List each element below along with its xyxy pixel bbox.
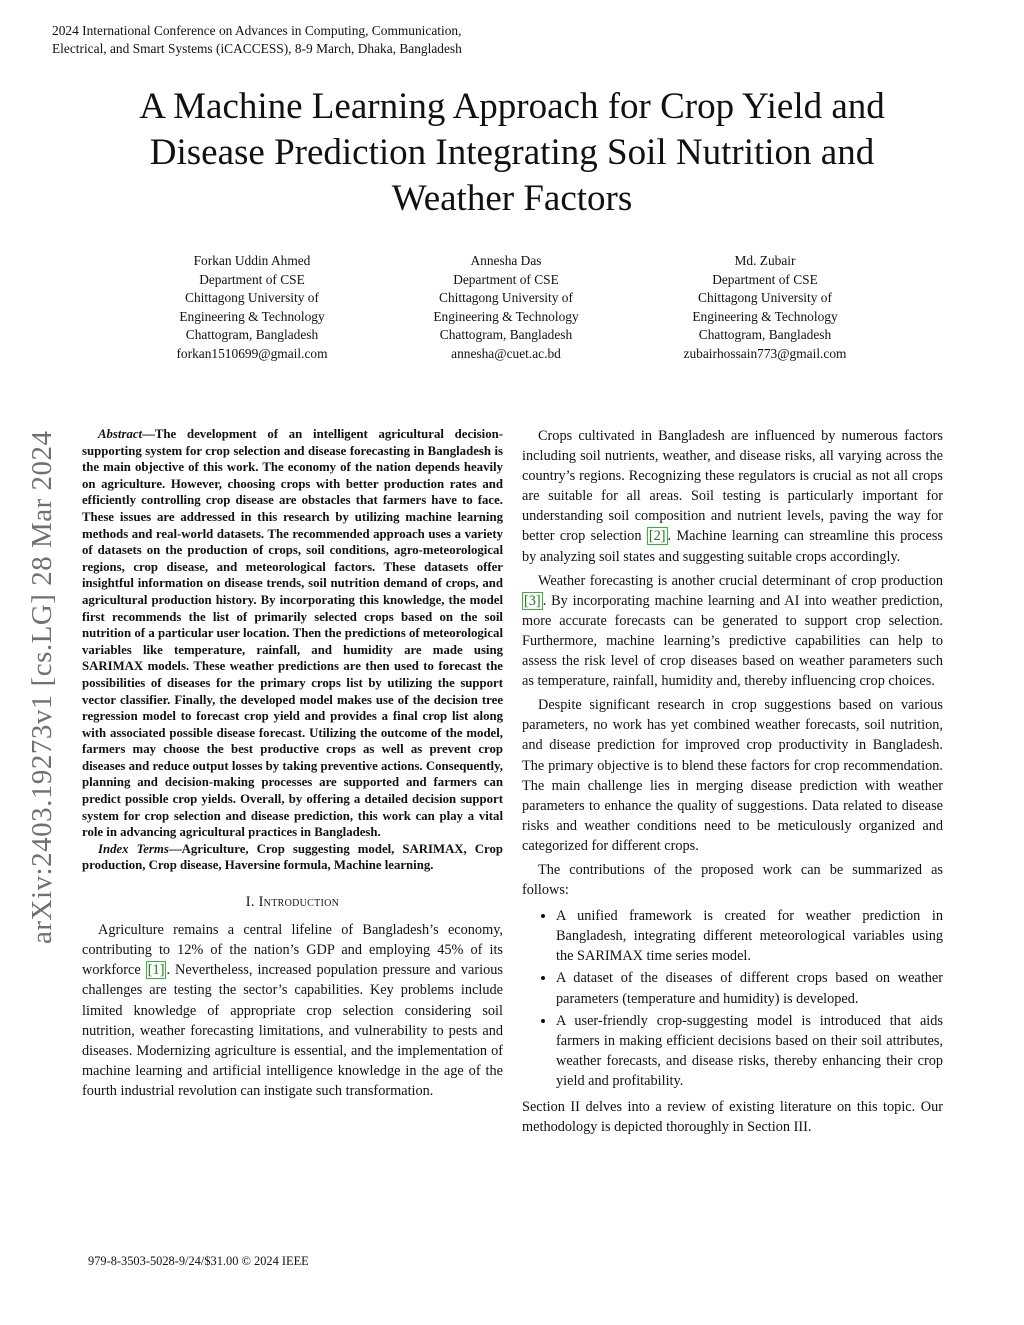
- author-university: Engineering & Technology: [433, 308, 579, 324]
- author-city: Chattogram, Bangladesh: [698, 327, 832, 343]
- author-dept: Department of CSE: [712, 271, 818, 287]
- title-line3: Weather Factors: [391, 178, 633, 219]
- list-item: • A unified framework is created for weather prediction in Bangladesh, integrating different meteorological variables using the SARIMAX time series model.: [556, 906, 943, 966]
- author-name: Md. Zubair: [734, 253, 796, 268]
- author-email[interactable]: zubairhossain773@gmail.com: [683, 345, 847, 361]
- section-number: I.: [245, 894, 255, 911]
- author-email[interactable]: annesha@cuet.ac.bd: [451, 345, 561, 361]
- author-city: Chattogram, Bangladesh: [439, 327, 573, 343]
- author-dept: Department of CSE: [453, 271, 559, 287]
- section-title-text: Introduction: [258, 894, 340, 911]
- intro-paragraph-3: [522, 571, 943, 692]
- paragraph-text: . Machine learning can streamline this process by analyzing soil states and suggesting suitable crops accordingly.: [522, 528, 943, 565]
- author-university: Engineering & Technology: [692, 308, 838, 324]
- index-terms-text: —Agriculture, Crop suggesting model, SARIMAX, Crop production, Crop disease, Haversine formula, Machine learning.: [82, 841, 503, 873]
- intro-paragraph-5: The contributions of the proposed work can be summarized as follows:: [522, 861, 943, 899]
- list-item: • A dataset of the diseases of different crops based on weather parameters (temperature and humidity) is developed.: [556, 968, 943, 1008]
- citation-number: 1: [152, 962, 160, 979]
- contributions-list: [522, 906, 943, 1091]
- conference-header-line2: Electrical, and Smart Systems (iCACCESS), 8-9 March, Dhaka, Bangladesh: [52, 41, 462, 56]
- title-line2: Disease Prediction Integrating Soil Nutrition and: [149, 132, 875, 173]
- author-2: [376, 252, 636, 364]
- citation-number: 3: [528, 592, 536, 609]
- author-university: Chittagong University of: [185, 290, 319, 306]
- intro-paragraph-2: [522, 426, 943, 567]
- paragraph-text: . Nevertheless, increased population pressure and various challenges are testing the sector’s capabilities. Key problems include limited knowledge of appropriate crop selection considering soil nutrition, weather forecasting limitations, and vulnerability to pests and diseases. Modernizing agriculture is essential, and the implementation of machine learning and artificial intelligence knowledge in the age of the fourth industrial revolution can instigate such transformation.: [82, 962, 503, 1099]
- abstract-text: —The development of an intelligent agricultural decision-supporting system for crop selection and disease forecasting in Bangladesh is the main objective of this work. The economy of the nation depends heavily on agriculture. However, choosing crops with better production rates and efficiently controlling crop disease are obstacles that farmers have to face. These issues are addressed in this research by utilizing machine learning methods and real-world datasets. The recommended approach uses a variety of datasets on the production of crops, soil conditions, agro-meteorological regions, crop disease, and meteorological factors. These datasets offer insightful information on disease trends, soil nutrition demand of crops, and agricultural production history. By incorporating this knowledge, the model first recommends the list of primarily selected crops based on the soil nutrition of a particular user location. Then the predictions of meteorological variables like temperature, rainfall, and humidity are made using SARIMAX models. These weather predictions are then used to forecast the possibilities of diseases for the primary crops list by utilizing the support vector classifier. Finally, the developed model makes use of the decision tree regression model to forecast crop yield and provides a final crop list along with associated possible disease forecast. Utilizing the outcome of the model, farmers may choose the best productive crops as well as prevent crop diseases and reduce output losses by taking preventive actions. Consequently, planning and decision-making processes are supported and farmers can predict possible crop yields. Overall, by offering a detailed decision support system for crop selection and disease prediction, this work can play a vital role in advancing agricultural practices in Bangladesh.: [82, 427, 503, 840]
- right-column: [522, 426, 943, 1141]
- left-column: [82, 426, 503, 1105]
- conference-header-line1: 2024 International Conference on Advances in Computing, Communication,: [52, 23, 462, 38]
- citation-link[interactable]: [1]: [147, 962, 165, 979]
- intro-paragraph-1: [82, 920, 503, 1101]
- abstract: [82, 426, 503, 841]
- arxiv-stamp[interactable]: arXiv:2403.19273v1 [cs.LG] 28 Mar 2024: [26, 430, 58, 944]
- author-email[interactable]: forkan1510699@gmail.com: [176, 345, 328, 361]
- author-name: Forkan Uddin Ahmed: [193, 253, 311, 268]
- author-dept: Department of CSE: [199, 271, 305, 287]
- list-item: • A user-friendly crop-suggesting model is introduced that aids farmers in making efficient decisions based on their soil attributes, weather forecasts, and disease risks, thereby enhancing their crop yield and profitability.: [556, 1011, 943, 1091]
- author-university: Chittagong University of: [698, 290, 832, 306]
- abstract-label: Abstract: [98, 427, 143, 441]
- title-line1: A Machine Learning Approach for Crop Yield and: [139, 86, 885, 127]
- author-1: [122, 252, 382, 364]
- index-terms-label: Index Terms: [98, 841, 169, 856]
- index-terms: [82, 841, 503, 874]
- paragraph-text: Agriculture remains a central lifeline of Bangladesh’s economy, contributing to 12% of the nation’s GDP and employing 45% of its workforce: [82, 922, 503, 979]
- paragraph-text: Weather forecasting is another crucial determinant of crop production: [538, 572, 943, 589]
- author-3: [635, 252, 895, 364]
- copyright-footer: 979-8-3503-5028-9/24/$31.00 © 2024 IEEE: [88, 1254, 309, 1268]
- intro-paragraph-6: Section II delves into a review of existing literature on this topic. Our methodology is depicted thoroughly in Section III.: [522, 1099, 943, 1136]
- citation-number: 2: [653, 528, 661, 545]
- author-university: Chittagong University of: [439, 290, 573, 306]
- citation-link[interactable]: [3]: [524, 592, 541, 609]
- paragraph-text: . By incorporating machine learning and AI into weather prediction, more accurate forecasts can be generated to support crop selection. Furthermore, machine learning’s predictive capabilities can help to assess the risk level of crop diseases based on weather parameters such as temperature, rainfall, humidity and, thereby influencing crop choices.: [522, 592, 943, 690]
- author-university: Engineering & Technology: [179, 308, 325, 324]
- citation-link[interactable]: [2]: [648, 528, 666, 545]
- paragraph-text: Crops cultivated in Bangladesh are influenced by numerous factors including soil nutrients, weather, and disease risks, all varying across the country’s regions. Recognizing these regulators is crucial as not all crops are suitable for all areas. Soil testing is particularly important for understanding soil composition and nutrient levels, paving the way for better crop selection: [522, 428, 943, 545]
- author-name: Annesha Das: [470, 253, 542, 268]
- conference-header: [52, 22, 612, 58]
- intro-paragraph-4: Despite significant research in crop suggestions based on various parameters, no work has yet combined weather forecasts, soil nutrition, and disease prediction for improved crop productivity in Bangladesh. The primary objective is to blend these factors for crop recommendation. The main challenge lies in merging disease prediction with weather parameters to enhance the quality of suggestions. Data related to disease risks and weather conditions need to be meticulously organized and categorized for different crops.: [522, 697, 943, 854]
- author-city: Chattogram, Bangladesh: [185, 327, 319, 343]
- paper-title: [60, 84, 964, 222]
- section-heading-introduction: [82, 892, 503, 912]
